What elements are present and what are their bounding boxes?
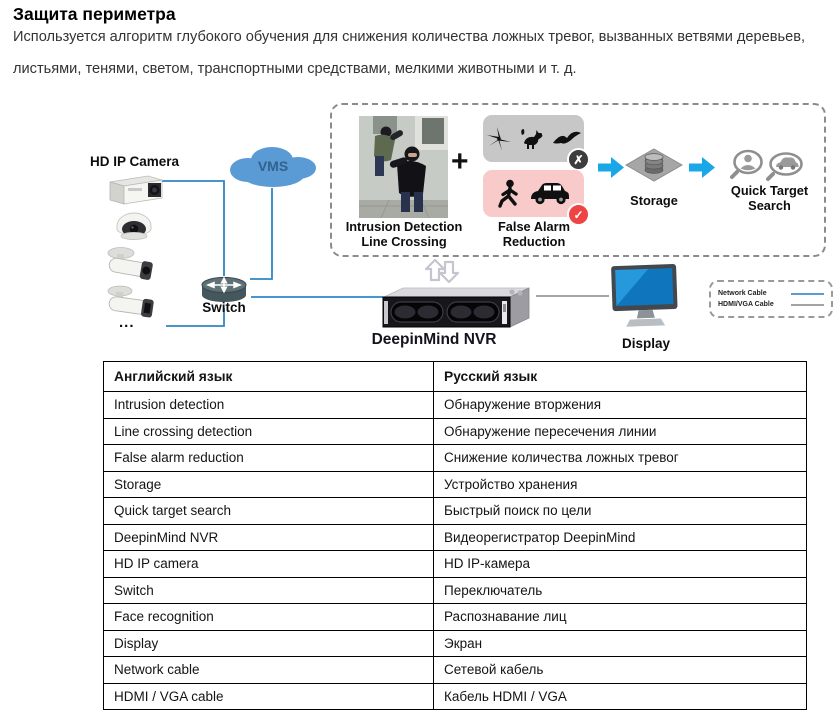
quick-target-line1: Quick Target [730, 183, 809, 198]
table-cell: Сетевой кабель [434, 657, 807, 684]
false-alarm-reduction-label [486, 219, 582, 250]
display-icon [609, 263, 683, 335]
translation-table [103, 361, 807, 710]
table-cell: Быстрый поиск по цели [434, 498, 807, 525]
arrow-right-icon [598, 157, 625, 178]
table-row [104, 630, 807, 657]
bullet-camera-icon [103, 244, 161, 284]
car-icon [529, 181, 571, 207]
legend-hdmi-row [718, 301, 824, 308]
table-cell: DeepinMind NVR [104, 524, 434, 551]
table-cell: Storage [104, 471, 434, 498]
real-targets-box [483, 170, 584, 222]
table-header-row [104, 362, 807, 392]
switch-label: Switch [202, 300, 246, 315]
table-row [104, 551, 807, 578]
camera-ellipsis: ... [119, 314, 135, 331]
storage-icon [624, 147, 684, 185]
legend-network-row [718, 290, 824, 297]
column-header: Английский язык [104, 362, 434, 392]
table-cell: Распознавание лиц [434, 604, 807, 631]
table-cell: Снижение количества ложных тревог [434, 445, 807, 472]
table-row [104, 524, 807, 551]
magnifier-face-icon [732, 151, 762, 177]
page-title: Защита периметра [13, 4, 176, 24]
table-cell: Display [104, 630, 434, 657]
table-row [104, 498, 807, 525]
branch-icon [486, 126, 512, 152]
legend-hdmi-line [791, 304, 824, 306]
line-crossing-label-line2: Line Crossing [361, 234, 447, 250]
magnifier-car-icon [768, 154, 802, 180]
cat-icon [519, 126, 545, 152]
nvr-label: DeepinMind NVR [371, 331, 497, 348]
table-cell: Line crossing detection [104, 418, 434, 445]
intruder-photo [359, 116, 448, 218]
table-cell: Network cable [104, 657, 434, 684]
bird-icon [552, 127, 582, 151]
table-row [104, 577, 807, 604]
arrow-right-icon [689, 157, 716, 178]
legend-hdmi-label: HDMI/VGA Cable [718, 301, 774, 308]
table-row [104, 657, 807, 684]
table-cell: Видеорегистратор DeepinMind [434, 524, 807, 551]
table-cell: Переключатель [434, 577, 807, 604]
false-alarm-line1: False Alarm [497, 219, 571, 234]
table-cell: False alarm reduction [104, 445, 434, 472]
column-header: Русский язык [434, 362, 807, 392]
table-cell: HDMI / VGA cable [104, 683, 434, 710]
nvr-icon [381, 280, 531, 332]
quick-target-search-label [722, 183, 817, 214]
table-row [104, 418, 807, 445]
table-row [104, 471, 807, 498]
legend-network-line [791, 293, 824, 295]
table-cell: Обнаружение вторжения [434, 392, 807, 419]
storage-label: Storage [630, 193, 678, 208]
false-sources-box [483, 115, 584, 167]
quick-target-search-icon [730, 149, 808, 182]
legend-network-label: Network Cable [718, 290, 767, 297]
table-cell: Обнаружение пересечения линии [434, 418, 807, 445]
table-cell: Intrusion detection [104, 392, 434, 419]
false-alarm-line2: Reduction [502, 234, 566, 250]
table-cell: Switch [104, 577, 434, 604]
table-cell: HD IP camera [104, 551, 434, 578]
intro-paragraph-line-2: листьями, тенями, светом, транспортными средствами, мелкими животными и т. д. [13, 61, 577, 77]
intrusion-label-line1: Intrusion Detection [345, 219, 463, 234]
table-cell: Экран [434, 630, 807, 657]
table-row [104, 392, 807, 419]
table-row [104, 445, 807, 472]
quick-target-line2: Search [748, 198, 791, 214]
vms-cloud-icon [220, 143, 326, 191]
cross-badge-icon: ✗ [567, 148, 590, 171]
display-label: Display [621, 336, 671, 351]
hd-ip-camera-label: HD IP Camera [90, 154, 180, 169]
table-row [104, 683, 807, 710]
table-cell: Устройство хранения [434, 471, 807, 498]
intro-paragraph-line-1: Используется алгоритм глубокого обучения для снижения количества ложных тревог, вызванных ветвями деревьев, [13, 29, 806, 45]
vms-label: VMS [257, 158, 289, 174]
table-cell: Кабель HDMI / VGA [434, 683, 807, 710]
person-icon [496, 179, 522, 209]
check-badge-icon: ✓ [567, 203, 590, 226]
dome-camera-icon [112, 209, 156, 241]
table-cell: HD IP-камера [434, 551, 807, 578]
table-row [104, 604, 807, 631]
table-cell: Face recognition [104, 604, 434, 631]
table-cell: Quick target search [104, 498, 434, 525]
plus-sign: + [451, 145, 469, 178]
cable-legend [709, 280, 833, 318]
box-camera-icon [106, 173, 164, 207]
intrusion-detection-label [334, 219, 474, 250]
